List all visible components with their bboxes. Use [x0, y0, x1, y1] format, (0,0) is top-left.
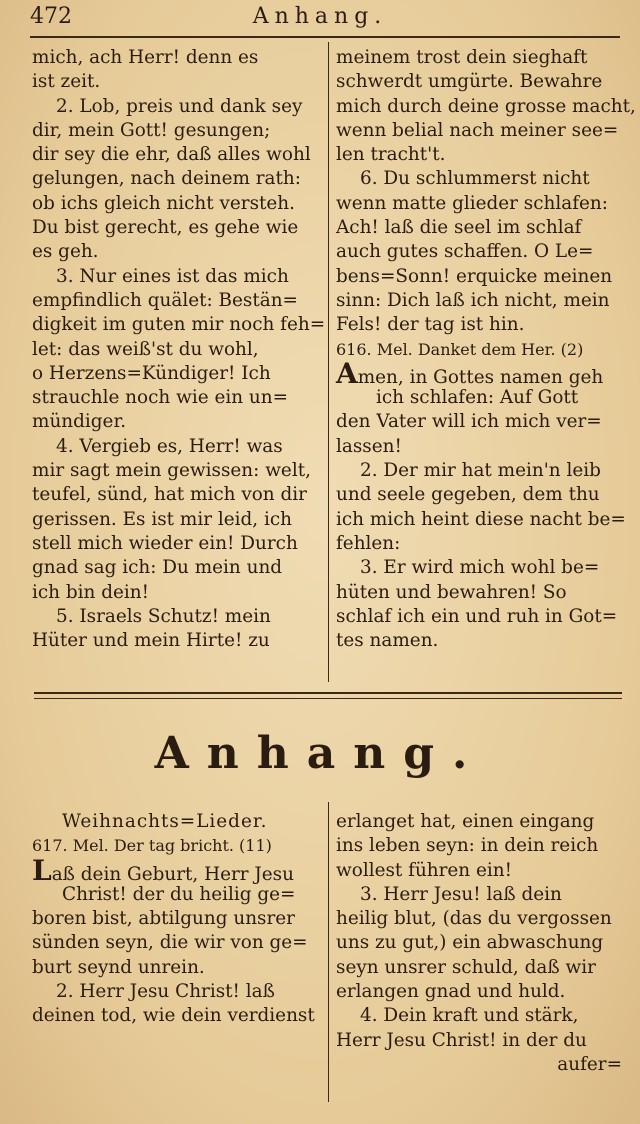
- text-line: schwerdt umgürte. Bewahre: [336, 71, 603, 93]
- text-line: sinn: Dich laß ich nicht, mein: [336, 289, 610, 311]
- text-line: wollest führen ein!: [336, 859, 512, 881]
- column-bottom-left: [32, 810, 322, 1029]
- text-line: deinen tod, wie dein verdienst: [32, 1005, 315, 1027]
- text-line: o Herzens=Kündiger! Ich: [32, 362, 271, 384]
- text-line: 2. Lob, preis und dank sey: [56, 95, 303, 117]
- hymn-heading: 617. Mel. Der tag bricht. (11): [32, 836, 272, 856]
- text-line: tes namen.: [336, 630, 439, 652]
- text-line: gerissen. Es ist mir leid, ich: [32, 508, 292, 530]
- text-line: wenn belial nach meiner see=: [336, 119, 619, 141]
- text-line: heilig blut, (das du vergossen: [336, 908, 612, 930]
- text-line: 2. Der mir hat mein'n leib: [360, 460, 601, 482]
- text-line: ob ichs gleich nicht versteh.: [32, 192, 295, 214]
- column-top-right: [336, 46, 636, 653]
- text-line: erlanget hat, einen eingang: [336, 811, 595, 832]
- text-line: 2. Herr Jesu Christ! laß: [56, 981, 275, 1003]
- text-line: ich bin dein!: [32, 581, 149, 603]
- running-title: Anhang.: [252, 4, 388, 29]
- sub-heading: Weihnachts=Lieder.: [62, 811, 268, 832]
- dropcap: L: [32, 853, 52, 887]
- text-line: meinem trost dein sieghaft: [336, 47, 588, 68]
- text-line: seyn unsrer schuld, daß wir: [336, 956, 596, 978]
- text-line: Christ! der du heilig ge=: [62, 883, 296, 905]
- text-line: wenn matte glieder schlafen:: [336, 192, 608, 214]
- text-line: erlangen gnad und huld.: [336, 981, 566, 1003]
- column-divider-bottom: [328, 802, 329, 1102]
- text-line: 4. Vergieb es, Herr! was: [56, 435, 283, 457]
- text-line: es geh.: [32, 241, 99, 263]
- text-line: burt seynd unrein.: [32, 956, 205, 978]
- text-line: sünden seyn, die wir von ge=: [32, 932, 308, 954]
- text-line: 6. Du schlummerst nicht: [360, 168, 590, 190]
- text-line: Ach! laß die seel im schlaf: [336, 217, 582, 239]
- text-line: Du bist gerecht, es gehe wie: [32, 217, 299, 239]
- text-line: 5. Israels Schutz! mein: [56, 605, 271, 627]
- text-line: ich schlafen: Auf Gott: [376, 387, 579, 409]
- hymn-heading: 616. Mel. Danket dem Her. (2): [336, 339, 584, 359]
- text-line: Fels! der tag ist hin.: [336, 314, 525, 336]
- dropcap: A: [336, 356, 358, 390]
- text-line: Hüter und mein Hirte! zu: [32, 630, 270, 652]
- text-line: ich mich heint diese nacht be=: [336, 508, 626, 530]
- text-line: digkeit im guten mir noch feh=: [32, 314, 326, 336]
- text-line: ins leben seyn: in dein reich: [336, 835, 599, 857]
- text-line: fehlen:: [336, 532, 401, 554]
- text-line: den Vater will ich mich ver=: [336, 411, 602, 433]
- text-line: teufel, sünd, hat mich von dir: [32, 484, 307, 506]
- text-line: 4. Dein kraft und stärk,: [360, 1005, 579, 1027]
- page-number: 472: [30, 4, 72, 29]
- text-line: empfindlich quälet: Bestän=: [32, 289, 298, 311]
- text-line: ist zeit.: [32, 71, 101, 93]
- header-rule: [30, 36, 620, 38]
- text-line: len tracht't.: [336, 144, 446, 166]
- text-line: 3. Herr Jesu! laß dein: [360, 883, 562, 905]
- text-line: dir, mein Gott! gesungen;: [32, 119, 271, 141]
- text-line: hüten und bewahren! So: [336, 581, 567, 603]
- text-line-rest: men, in Gottes namen geh: [357, 366, 604, 388]
- text-line: auch gutes schaffen. O Le=: [336, 241, 594, 263]
- text-line: [336, 356, 626, 390]
- section-title: Anhang.: [154, 728, 486, 779]
- text-line: [32, 853, 322, 887]
- text-line: dir sey die ehr, daß alles wohl: [32, 144, 311, 166]
- text-line: uns zu gut,) ein abwaschung: [336, 932, 604, 954]
- text-line: stell mich wieder ein! Durch: [32, 532, 298, 554]
- text-line: mündiger.: [32, 411, 127, 433]
- text-line: mir sagt mein gewissen: welt,: [32, 460, 311, 482]
- text-line: mich, ach Herr! denn es: [32, 47, 259, 68]
- text-line: gelungen, nach deinem rath:: [32, 168, 301, 190]
- text-line: boren bist, abtilgung unsrer: [32, 908, 295, 930]
- text-line: und seele gegeben, dem thu: [336, 484, 600, 506]
- text-line: bens=Sonn! erquicke meinen: [336, 265, 613, 287]
- section-rule: [34, 692, 622, 699]
- column-top-left: [32, 46, 326, 653]
- text-line: strauchle noch wie ein un=: [32, 387, 288, 409]
- column-bottom-right: [336, 810, 626, 1077]
- text-line-rest: aß dein Geburt, Herr Jesu: [51, 863, 294, 885]
- text-line: mich durch deine grosse macht,: [336, 95, 636, 117]
- text-line: 3. Nur eines ist das mich: [56, 265, 289, 287]
- text-line: 3. Er wird mich wohl be=: [360, 557, 600, 579]
- text-line: gnad sag ich: Du mein und: [32, 557, 283, 579]
- text-line: Herr Jesu Christ! in der du: [336, 1029, 587, 1051]
- page-header: [0, 0, 640, 40]
- column-divider-top: [328, 42, 329, 682]
- text-line: lassen!: [336, 435, 402, 457]
- text-line: aufer=: [557, 1053, 622, 1075]
- text-line: let: das weiß'st du wohl,: [32, 338, 259, 360]
- text-line: schlaf ich ein und ruh in Got=: [336, 605, 618, 627]
